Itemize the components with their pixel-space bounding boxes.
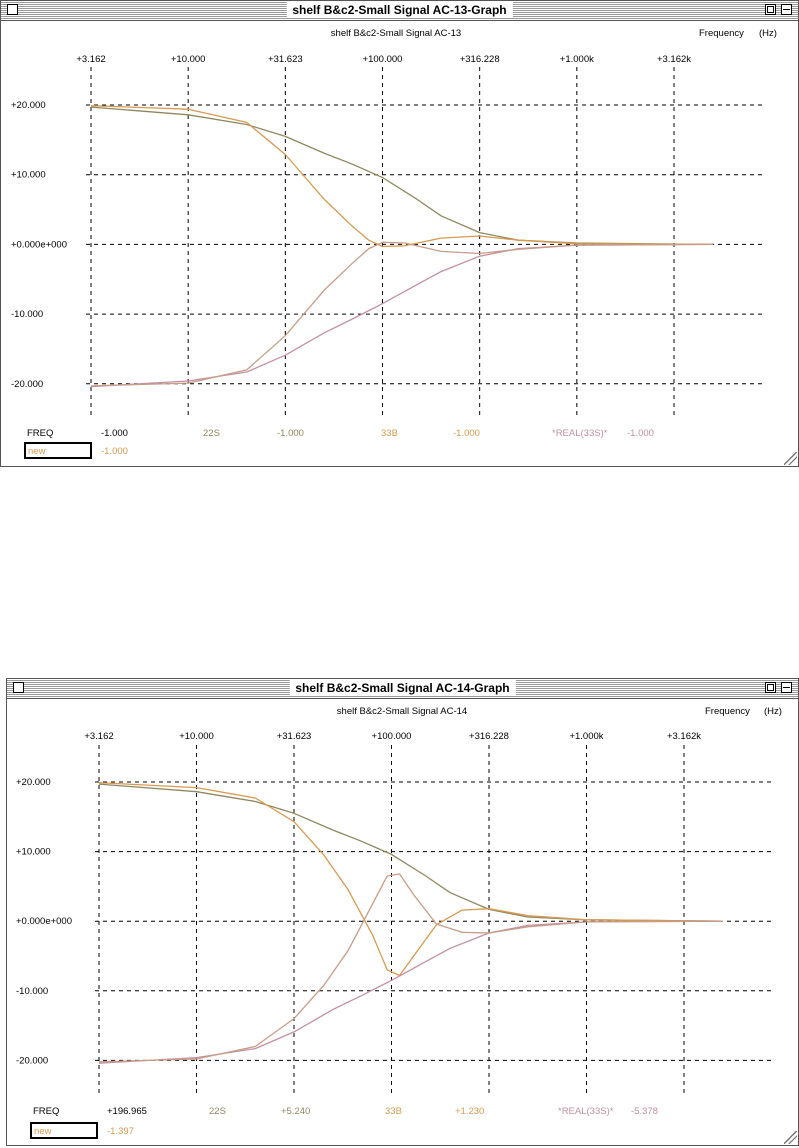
series-line	[91, 244, 713, 386]
chart-plot[interactable]	[7, 699, 798, 1146]
chart-subtitle: shelf B&c2-Small Signal AC-14	[336, 706, 468, 717]
y-tick-label: -20.000	[16, 1055, 49, 1067]
title-bar[interactable]	[1, 1, 798, 21]
collapse-box-icon[interactable]	[781, 4, 792, 15]
x-axis-label: Frequency	[699, 28, 744, 39]
x-tick-label: +3.162	[84, 731, 114, 742]
footer-freq-label: FREQ	[33, 1106, 60, 1117]
x-tick-label: +3.162k	[656, 54, 692, 65]
legend-value-real33s: -1.000	[627, 428, 654, 439]
window-title: shelf B&c2-Small Signal AC-14-Graph	[289, 680, 515, 696]
close-box-icon[interactable]	[13, 682, 24, 693]
y-tick-label: -10.000	[11, 309, 44, 321]
y-tick-label: +10.000	[16, 846, 51, 858]
title-bar[interactable]	[7, 679, 798, 699]
x-tick-label: +1.000k	[569, 731, 604, 742]
chart-subtitle: shelf B&c2-Small Signal AC-13	[330, 28, 462, 39]
x-tick-label: +1.000k	[559, 54, 594, 65]
legend-series-22s: 22S	[203, 428, 220, 439]
x-tick-label: +10.000	[179, 731, 214, 742]
x-tick-label: +316.228	[459, 54, 500, 65]
zoom-box-icon[interactable]	[765, 4, 776, 15]
zoom-box-icon[interactable]	[765, 682, 776, 693]
graph-window-ac13	[0, 0, 799, 467]
footer-x-value: -1.000	[101, 428, 128, 439]
x-tick-label: +100.000	[362, 54, 403, 65]
footer-freq-label: FREQ	[27, 428, 54, 439]
legend-value-33b: +1.230	[455, 1106, 485, 1117]
legend-value-real33s: -5.378	[631, 1106, 658, 1117]
y-tick-label: -20.000	[11, 378, 44, 390]
legend-series-33b: 33B	[381, 428, 398, 439]
y-tick-label: +0.000e+000	[16, 916, 73, 928]
series-line	[91, 106, 713, 247]
legend-series-real33s: *REAL(33S)*	[558, 1106, 614, 1117]
graph-window-ac14	[6, 678, 799, 1146]
x-tick-label: +3.162	[76, 54, 106, 65]
x-axis-unit: (Hz)	[759, 28, 777, 39]
y-tick-label: +20.000	[11, 100, 46, 111]
resize-grip-icon[interactable]	[784, 1131, 797, 1144]
expression-input-text: new	[34, 1126, 52, 1137]
y-tick-label: -10.000	[16, 985, 49, 997]
series-line	[99, 874, 723, 1062]
expression-readout: -1.000	[101, 446, 128, 457]
series-line	[99, 921, 723, 1063]
legend-value-33b: -1.000	[453, 428, 480, 439]
footer-x-value: +196.965	[107, 1106, 147, 1117]
y-tick-label: +0.000e+000	[11, 239, 68, 251]
series-line	[99, 784, 723, 921]
x-axis-label: Frequency	[705, 706, 750, 717]
x-tick-label: +31.623	[276, 731, 312, 742]
legend-series-33b: 33B	[385, 1106, 402, 1117]
close-box-icon[interactable]	[7, 4, 18, 15]
series-line	[91, 107, 713, 244]
collapse-box-icon[interactable]	[781, 682, 792, 693]
y-tick-label: +10.000	[11, 169, 46, 181]
series-line	[99, 783, 723, 976]
legend-value-22s: -1.000	[277, 428, 304, 439]
legend-series-real33s: *REAL(33S)*	[552, 428, 608, 439]
resize-grip-icon[interactable]	[784, 452, 797, 465]
expression-input-text: new	[28, 446, 46, 457]
x-axis-unit: (Hz)	[764, 706, 782, 717]
chart-plot[interactable]	[1, 21, 798, 467]
x-tick-label: +100.000	[371, 731, 412, 742]
x-tick-label: +3.162k	[666, 731, 702, 742]
x-tick-label: +316.228	[469, 731, 509, 742]
legend-value-22s: +5.240	[281, 1106, 311, 1117]
x-tick-label: +10.000	[170, 54, 206, 65]
legend-series-22s: 22S	[209, 1106, 226, 1117]
window-title: shelf B&c2-Small Signal AC-13-Graph	[286, 2, 512, 18]
expression-readout: -1.397	[107, 1126, 134, 1137]
y-tick-label: +20.000	[16, 777, 51, 788]
x-tick-label: +31.623	[268, 54, 303, 65]
